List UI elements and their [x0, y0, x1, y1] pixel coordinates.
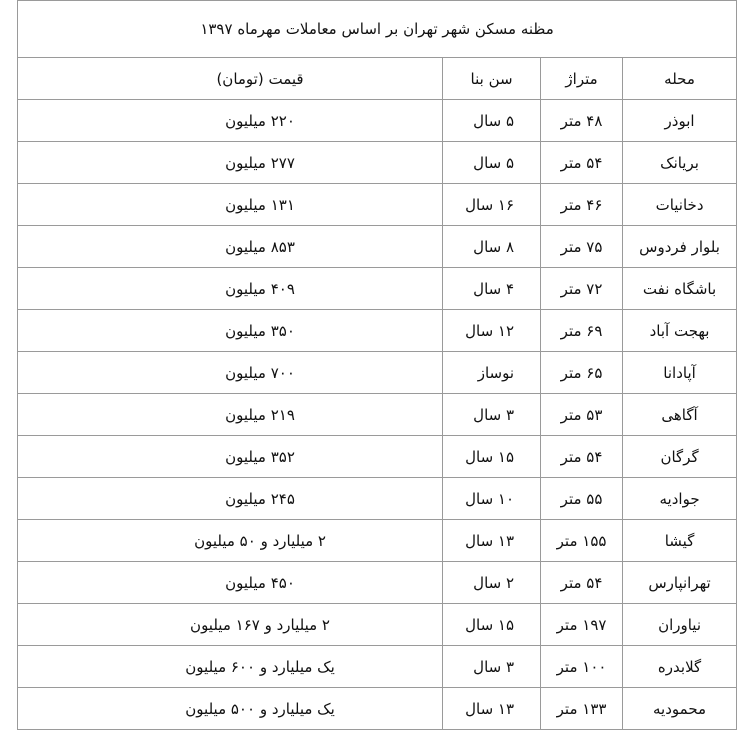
table-row [18, 100, 737, 142]
cell-price: ۷۰۰ میلیون [18, 352, 443, 394]
cell-price: یک میلیارد و ۶۰۰ میلیون [18, 646, 443, 688]
cell-area: بهجت آباد [623, 310, 737, 352]
header-size: متراژ [541, 58, 623, 100]
cell-age: ۲ سال [443, 562, 541, 604]
cell-size: ۵۴ متر [541, 562, 623, 604]
table-row [18, 478, 737, 520]
cell-size: ۶۹ متر [541, 310, 623, 352]
cell-size: ۵۳ متر [541, 394, 623, 436]
cell-area: بریانک [623, 142, 737, 184]
cell-price: ۲ میلیارد و ۵۰ میلیون [18, 520, 443, 562]
cell-area: ابوذر [623, 100, 737, 142]
cell-area: نیاوران [623, 604, 737, 646]
cell-area: آپادانا [623, 352, 737, 394]
cell-size: ۵۵ متر [541, 478, 623, 520]
table-row [18, 352, 737, 394]
table-row [18, 184, 737, 226]
cell-age: ۳ سال [443, 394, 541, 436]
cell-age: ۸ سال [443, 226, 541, 268]
table-row [18, 268, 737, 310]
table-row [18, 226, 737, 268]
cell-age: ۵ سال [443, 142, 541, 184]
cell-price: ۲۱۹ میلیون [18, 394, 443, 436]
table-row [18, 604, 737, 646]
cell-area: گیشا [623, 520, 737, 562]
title-row [18, 1, 737, 58]
cell-area: محمودیه [623, 688, 737, 730]
cell-age: ۱۳ سال [443, 688, 541, 730]
cell-area: بلوار فردوس [623, 226, 737, 268]
table-row [18, 310, 737, 352]
cell-size: ۴۸ متر [541, 100, 623, 142]
cell-area: تهرانپارس [623, 562, 737, 604]
table-row [18, 142, 737, 184]
cell-area: گلابدره [623, 646, 737, 688]
cell-size: ۷۵ متر [541, 226, 623, 268]
cell-price: ۲۴۵ میلیون [18, 478, 443, 520]
footer-note-cut [470, 729, 730, 741]
header-price: قیمت (تومان) [18, 58, 443, 100]
table-row [18, 394, 737, 436]
cell-age: ۴ سال [443, 268, 541, 310]
table-row [18, 436, 737, 478]
cell-size: ۶۵ متر [541, 352, 623, 394]
cell-price: ۲۷۷ میلیون [18, 142, 443, 184]
header-age: سن بنا [443, 58, 541, 100]
cell-size: ۱۰۰ متر [541, 646, 623, 688]
cell-price: ۳۵۰ میلیون [18, 310, 443, 352]
cell-size: ۱۹۷ متر [541, 604, 623, 646]
cell-price: ۲ میلیارد و ۱۶۷ میلیون [18, 604, 443, 646]
header-row [18, 58, 737, 100]
cell-age: ۵ سال [443, 100, 541, 142]
cell-age: ۳ سال [443, 646, 541, 688]
cell-age: ۱۶ سال [443, 184, 541, 226]
cell-age: ۱۵ سال [443, 604, 541, 646]
cell-price: ۱۳۱ میلیون [18, 184, 443, 226]
table-title: مظنه مسکن شهر تهران بر اساس معاملات مهرماه ۱۳۹۷ [18, 1, 737, 58]
cell-price: ۴۵۰ میلیون [18, 562, 443, 604]
cell-area: گرگان [623, 436, 737, 478]
cell-age: ۱۵ سال [443, 436, 541, 478]
cell-size: ۴۶ متر [541, 184, 623, 226]
cell-age: نوساز [443, 352, 541, 394]
cell-size: ۷۲ متر [541, 268, 623, 310]
header-area: محله [623, 58, 737, 100]
cell-price: ۴۰۹ میلیون [18, 268, 443, 310]
cell-area: جوادیه [623, 478, 737, 520]
cell-size: ۱۳۳ متر [541, 688, 623, 730]
table-row [18, 520, 737, 562]
housing-price-table [17, 0, 737, 730]
cell-price: ۲۲۰ میلیون [18, 100, 443, 142]
cell-size: ۱۵۵ متر [541, 520, 623, 562]
cell-price: ۳۵۲ میلیون [18, 436, 443, 478]
cell-size: ۵۴ متر [541, 142, 623, 184]
cell-age: ۱۲ سال [443, 310, 541, 352]
cell-size: ۵۴ متر [541, 436, 623, 478]
cell-area: آگاهی [623, 394, 737, 436]
cell-price: ۸۵۳ میلیون [18, 226, 443, 268]
table-row [18, 688, 737, 730]
table-row [18, 646, 737, 688]
cell-area: باشگاه نفت [623, 268, 737, 310]
cell-price: یک میلیارد و ۵۰۰ میلیون [18, 688, 443, 730]
cell-age: ۱۰ سال [443, 478, 541, 520]
cell-area: دخانیات [623, 184, 737, 226]
cell-age: ۱۳ سال [443, 520, 541, 562]
table-row [18, 562, 737, 604]
